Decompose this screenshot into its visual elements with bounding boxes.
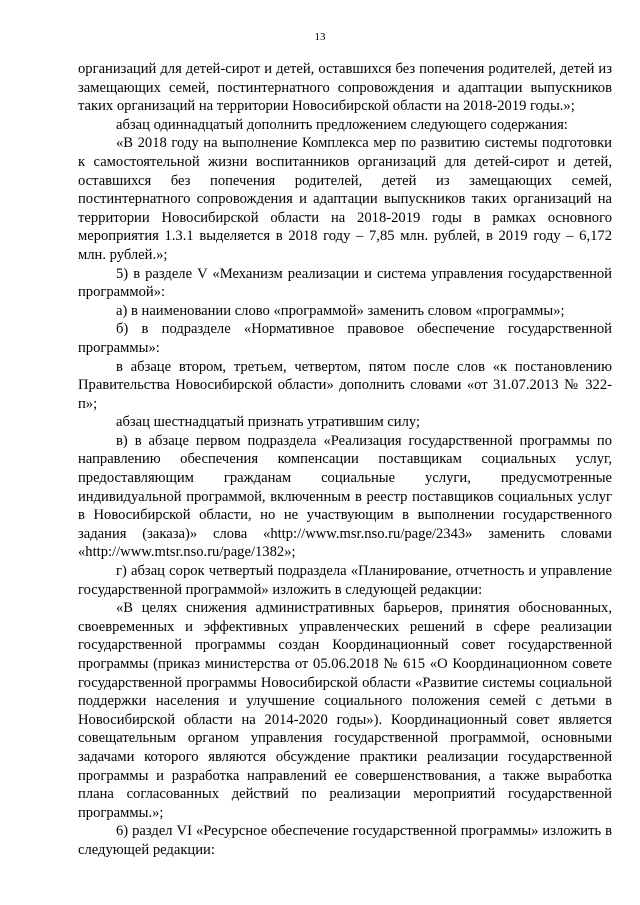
paragraph: в) в абзаце первом подраздела «Реализация государственной программы по направлению обеспечения компенсации поставщикам социальных услуг, предоставляющим гражданам социальные услуги, предусмотренные индивидуальной программой, включенным в реестр поставщиков социальных услуг в Новосибирской области, но не участвующим в выполнении государственного задания (заказа)» слова «http://www.msr.nso.ru/page/2343» заменить словами «http://www.mtsr.nso.ru/page/1382»; [78, 432, 612, 561]
paragraph: 5) в разделе V «Механизм реализации и система управления государственной программой»: [78, 265, 612, 301]
page-number: 13 [314, 31, 326, 43]
paragraph: 6) раздел VI «Ресурсное обеспечение государственной программы» изложить в следующей редакции: [78, 823, 612, 858]
paragraph: «В целях снижения административных барьеров, принятия обоснованных, своевременных и эффективных управленческих решений в сфере реализации государственной программы создан Координационный совет государственной программы (приказ министерства от 05.06.2018 № 615 «О Координационном совете государственной программы Новосибирской области «Развитие системы социальной поддержки населения и улучшение социального положения семей с детьми в Новосибирской области на 2014-2020 годы»). Координационный совет является совещательным органом управления государственной программой, основными задачами которого являются обсуждение практики реализации государственной программы и разработка направлений ее совершенствования, а также выработка плана согласованных действий по реализации мероприятий государственной программы.»; [78, 600, 612, 821]
paragraph: б) в подразделе «Нормативное правовое обеспечение государственной программы»: [78, 321, 612, 356]
paragraph: в абзаце втором, третьем, четвертом, пятом после слов «к постановлению Правительства Новосибирской области» дополнить словами «от 31.07.2013 № 322-п»; [78, 358, 612, 412]
paragraph: абзац шестнадцатый признать утратившим силу; [116, 414, 421, 431]
document-body [78, 60, 612, 860]
paragraph: г) абзац сорок четвертый подраздела «Планирование, отчетность и управление государственной программой» изложить в следующей редакции: [78, 563, 612, 598]
paragraph: «В 2018 году на выполнение Комплекса мер по развитию системы подготовки к самостоятельной жизни воспитанников организаций для детей-сирот и детей, оставшихся без попечения родителей, детей из замещающих семей, постинтернатного сопровождения и адаптации выпускников таких организаций на территории Новосибирской области на 2018-2019 годы в рамках основного мероприятия 1.3.1 выделяется в 2018 году – 7,85 млн. рублей, в 2019 году – 6,172 млн. рублей.»; [78, 135, 612, 263]
paragraph: а) в наименовании слово «программой» заменить словом «программы»; [116, 302, 565, 319]
paragraph: абзац одиннадцатый дополнить предложением следующего содержания: [116, 116, 568, 133]
paragraph: организаций для детей-сирот и детей, оставшихся без попечения родителей, детей из замещающих семей, постинтернатного сопровождения и адаптации выпускников таких организаций на территории Новосибирской области на 2018-2019 годы.»; [78, 61, 612, 115]
